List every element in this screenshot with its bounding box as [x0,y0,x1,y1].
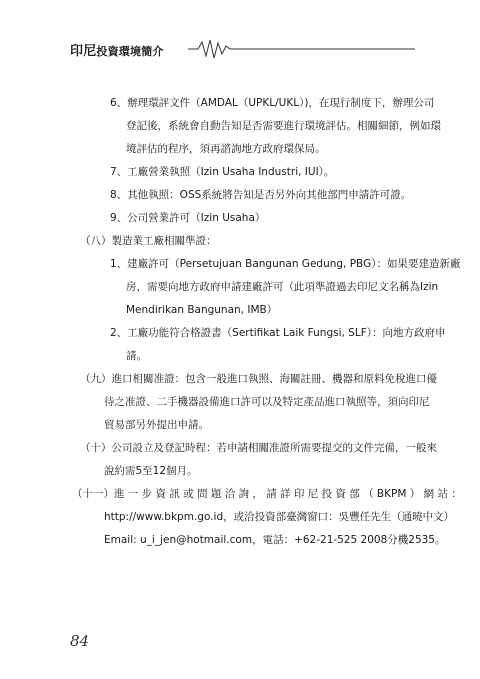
text-line-section9-line3: 貿易部另外提出申請。 [104,419,209,431]
text-line-item6-line2: 登記後，系統會自動告知是否需要進行環境評估。相關細節，例如環 [126,120,441,132]
header-title-rest: 投資環境簡介 [96,45,164,58]
page-header [70,36,415,60]
text-line-item6-line1: 6、辦理環評文件（AMDAL（UPKL/UKL）)，在現行制度下，辦理公司 [110,97,435,109]
text-line-section11-line3: Email: u_i_jen@hotmail.com，電話：+62-21-525 2008分機2535。 [104,534,446,546]
text-line-section9-line1: （九）進口相關准證：包含一般進口執照、海關註冊、機器和原料免稅進口優 [80,373,437,385]
text-line-section10-line1: （十）公司設立及登記時程：若申請相關准證所需要提交的文件完備，一般來 [80,442,437,454]
text-line-section10-line2: 說約需5至12個月。 [104,465,198,477]
text-line-s8-2-line2: 請。 [126,350,147,362]
text-line-item8: 8、其他執照：OSS系統將告知是否另外向其他部門申請許可證。 [110,189,412,201]
text-line-section11-line2: http://www.bkpm.go.id，或洽投資部臺灣窗口：吳豐任先生（通曉中文） [104,511,455,523]
text-line-section8: （八）製造業工廠相關準證： [80,235,217,247]
text-line-s8-1-line1: 1、建廠許可（Persetujuan Bangunan Gedung, PBG）：如果要建造新廠 [110,258,461,270]
text-line-s8-2-line1: 2、工廠功能符合格證書（Sertifikat Laik Fungsi, SLF）：向地方政府申 [110,327,446,339]
page-number: 84 [70,632,90,650]
text-line-item6-line3: 境評估的程序，須再諮詢地方政府環保局。 [126,143,326,155]
text-line-section9-line2: 待之准證、二手機器設備進口許可以及特定產品進口執照等，須向印尼 [104,396,430,408]
text-line-section11-line1: （十一）進 一 步 資 訊 或 問 題 洽 詢 ， 請 詳 印 尼 投 資 部 （ BKPM ） 網 站 ： [72,488,462,500]
text-line-item9: 9、公司營業許可（Izin Usaha） [110,212,266,224]
header-title-country: 印尼 [70,44,97,59]
text-line-s8-1-line3: Mendirikan Bangunan, IMB） [126,304,278,316]
header-heartbeat-line [70,36,415,60]
text-line-s8-1-line2: 房，需要向地方政府申請建廠許可（此項準證過去印尼文名稱為Izin [126,281,439,293]
text-line-item7: 7、工廠營業執照（Izin Usaha Industri, IUI）。 [110,166,335,178]
